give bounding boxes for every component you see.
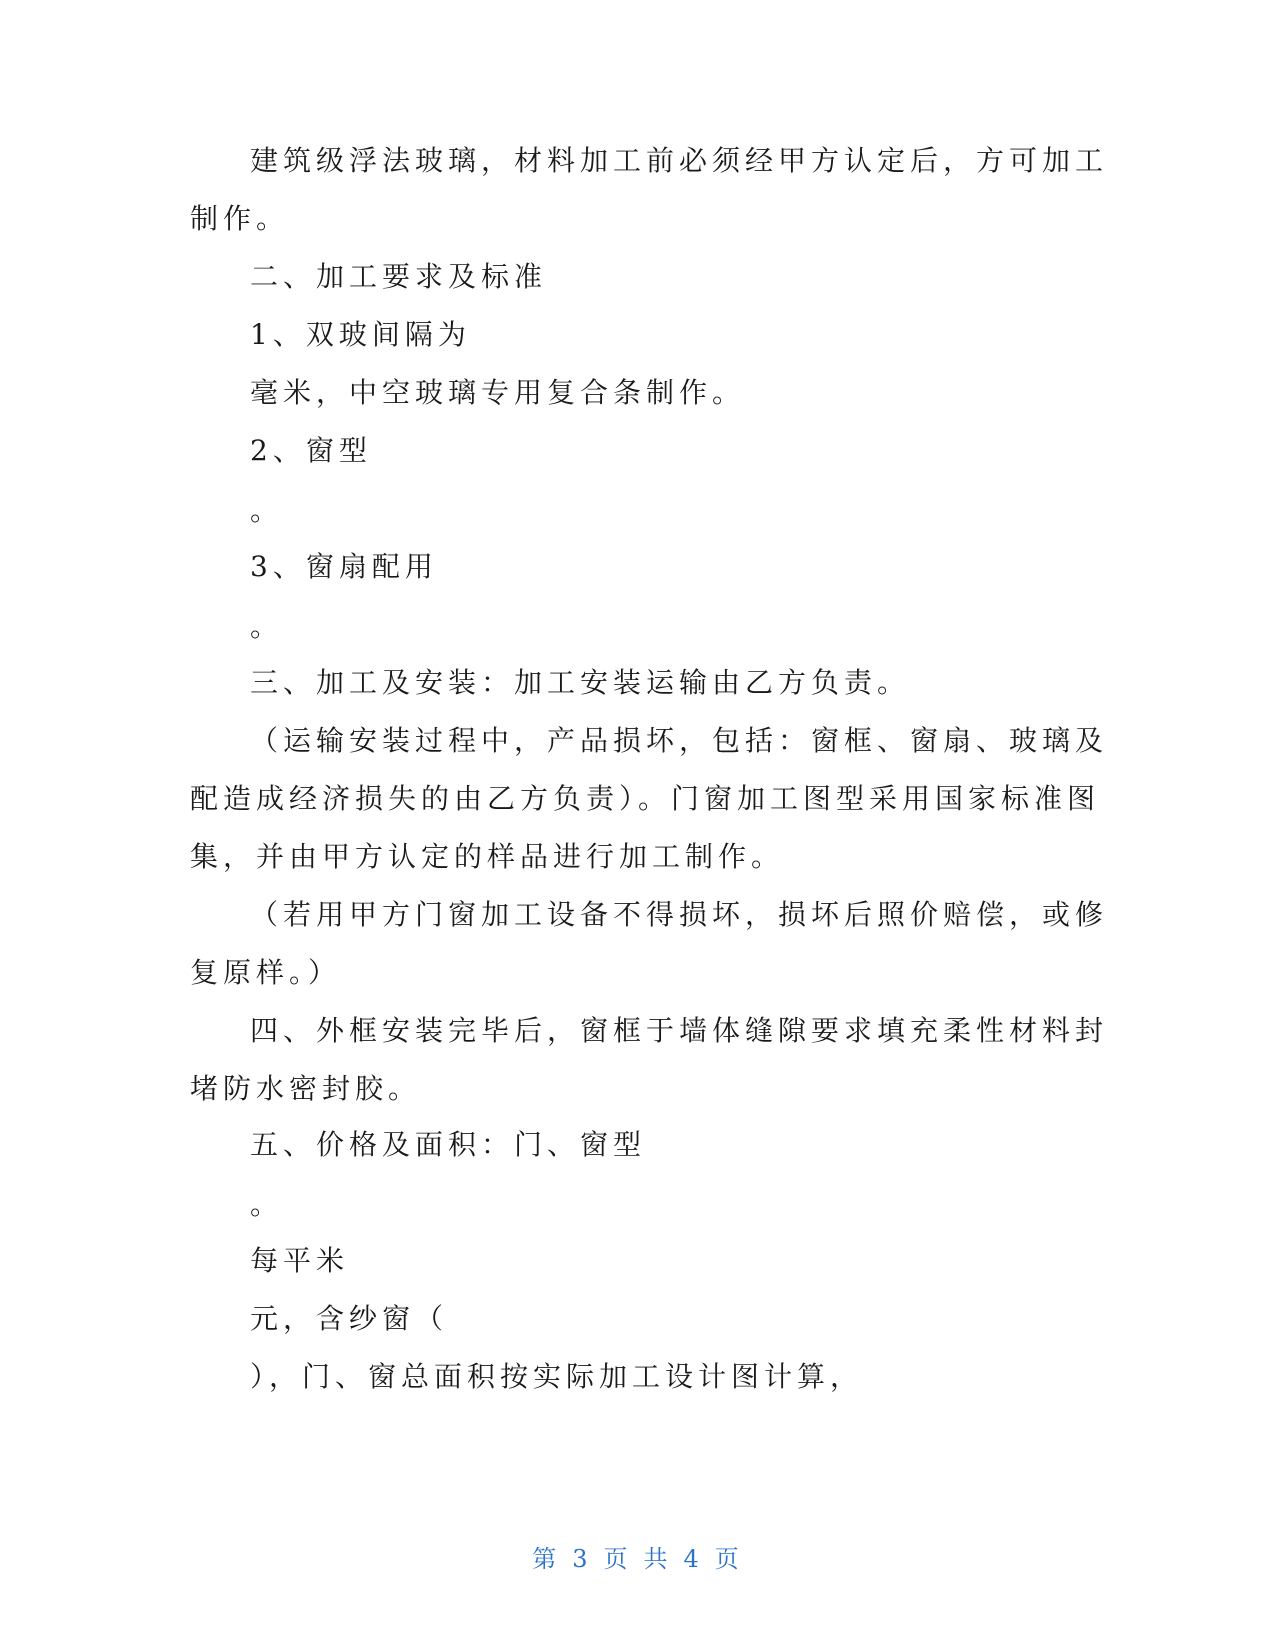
text-line-5: 毫米，中空玻璃专用复合条制作。 <box>250 376 746 409</box>
text-line-7: 。 <box>250 494 284 527</box>
footer-gong: 共 <box>643 1545 672 1573</box>
footer-di: 第 <box>532 1545 561 1573</box>
section-heading-5: 五、价格及面积：门、窗型 <box>250 1128 647 1161</box>
text-line-2: 制作。 <box>190 202 290 235</box>
footer-ye: 页 <box>603 1545 632 1573</box>
section-heading-3: 三、加工及安装：加工安装运输由乙方负责。 <box>250 666 911 699</box>
text-line-17: 堵防水密封胶。 <box>190 1072 422 1105</box>
section-heading-4: 四、外框安装完毕后，窗框于墙体缝隙要求填充柔性材料封 <box>250 1014 1109 1047</box>
page-footer <box>0 1543 1275 1575</box>
text-line-21: 元，含纱窗（ <box>250 1302 449 1335</box>
text-line-6: 2、窗型 <box>250 434 372 467</box>
text-line-8: 3、窗扇配用 <box>250 550 438 583</box>
text-line-19: 。 <box>250 1188 284 1221</box>
footer-page-number: 3 <box>572 1545 592 1573</box>
footer-total-pages: 4 <box>683 1545 703 1573</box>
text-line-1: 建筑级浮法玻璃，材料加工前必须经甲方认定后，方可加工 <box>250 144 1109 177</box>
text-line-12: 配造成经济损失的由乙方负责）。门窗加工图型采用国家标准图 <box>190 782 1101 815</box>
text-line-4: 1、双玻间隔为 <box>250 318 471 351</box>
section-heading-2: 二、加工要求及标准 <box>250 260 548 293</box>
footer-ye2: 页 <box>714 1545 743 1573</box>
text-line-13: 集，并由甲方认定的样品进行加工制作。 <box>190 840 785 873</box>
text-line-22: ），门、窗总面积按实际加工设计图计算， <box>250 1360 864 1393</box>
text-line-9: 。 <box>250 610 284 643</box>
text-line-14: （若用甲方门窗加工设备不得损坏，损坏后照价赔偿，或修 <box>250 898 1109 931</box>
text-line-20: 每平米 <box>250 1244 350 1277</box>
text-line-11: （运输安装过程中，产品损坏，包括：窗框、窗扇、玻璃及 <box>250 724 1109 757</box>
text-line-15: 复原样。） <box>190 956 342 989</box>
